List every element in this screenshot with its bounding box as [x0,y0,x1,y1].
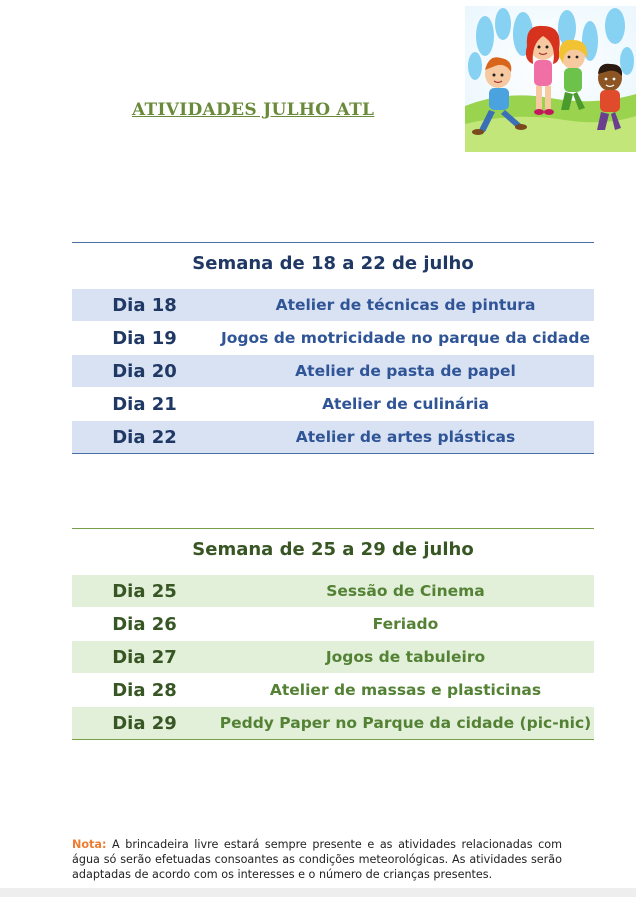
day-cell: Dia 21 [112,393,177,415]
activity-cell: Feriado [372,615,439,633]
table-row [72,354,594,387]
activity-cell: Peddy Paper no Parque da cidade (pic-nic) [219,714,592,732]
day-cell: Dia 22 [112,426,177,448]
table-row [72,706,594,739]
table-row [72,420,594,453]
activity-cell: Atelier de culinária [322,395,489,413]
table-row [72,321,594,354]
day-cell: Dia 27 [112,646,177,668]
table-row [72,640,594,673]
activity-cell: Jogos de motricidade no parque da cidade [221,329,590,347]
footnote [72,837,562,882]
week-table [72,528,594,740]
table-row [72,288,594,321]
table-row [72,607,594,640]
activity-cell: Atelier de massas e plasticinas [269,681,542,699]
day-cell: Dia 25 [112,580,177,602]
table-row [72,673,594,706]
day-cell: Dia 26 [112,613,177,635]
activity-cell: Sessão de Cinema [326,582,485,600]
note-label: Nota: [72,838,107,851]
activity-cell: Jogos de tabuleiro [325,648,486,666]
table-row [72,574,594,607]
activity-cell: Atelier de pasta de papel [295,362,516,380]
page-bottom-edge [0,888,636,897]
page-title: ATIVIDADES JULHO ATL [132,100,375,120]
activity-cell: Atelier de técnicas de pintura [275,296,536,314]
week-heading: Semana de 18 a 22 de julho [192,253,474,274]
day-cell: Dia 20 [112,360,177,382]
week-heading: Semana de 25 a 29 de julho [192,539,474,560]
activity-cell: Atelier de artes plásticas [295,428,516,446]
note-text: A brincadeira livre estará sempre presente e as atividades relacionadas com água só serão efetuadas consoantes as condições meteorológicas. As atividades serão adaptadas de acordo com os interesses e o número de crianças presentes. [72,838,562,881]
day-cell: Dia 18 [112,294,177,316]
children-playing-illustration [465,6,636,152]
day-cell: Dia 28 [112,679,177,701]
table-row [72,387,594,420]
day-cell: Dia 29 [112,712,177,734]
week-table [72,242,594,454]
day-cell: Dia 19 [112,327,177,349]
